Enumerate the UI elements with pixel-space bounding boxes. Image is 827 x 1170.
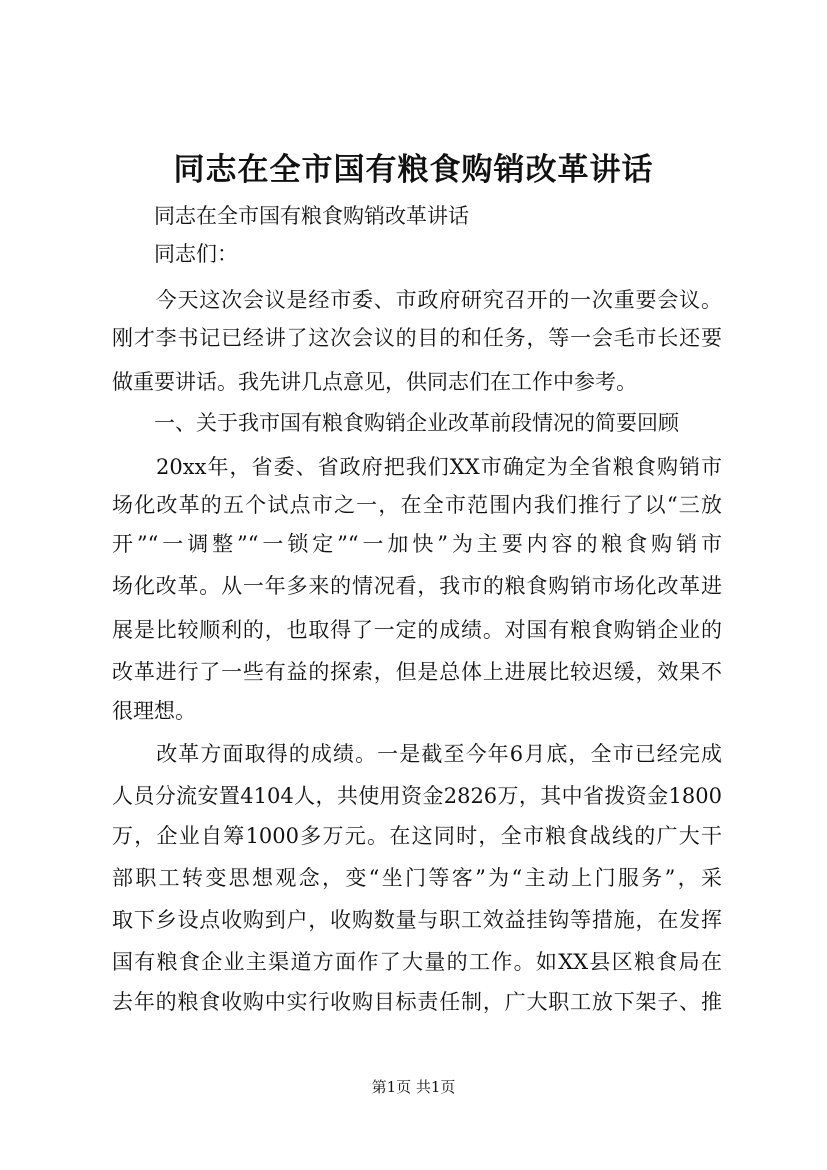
paragraph-line: 同志在全市国有粮食购销改革讲话 [112,204,469,228]
paragraph-line: 展是比较顺利的，也取得了一定的成绩。对国有粮食购销企业的 [112,618,722,642]
paragraph-line: 20xx年，省委、省政府把我们XX市确定为全省粮食购销市 [112,455,722,479]
paragraph-line: 改革方面取得的成绩。一是截至今年6月底，全市已经完成 [112,742,722,766]
paragraph-line: 人员分流安置4104人，共使用资金2826万，其中省拨资金1800 [112,784,722,808]
paragraph-line: 改革进行了一些有益的探索，但是总体上进展比较迟缓，效果不 [112,660,722,684]
paragraph-line: 做重要讲话。我先讲几点意见，供同志们在工作中参考。 [112,370,637,394]
paragraph-line: 开”“一调整”“一锁定”“一加快”为主要内容的粮食购销市 [112,532,722,556]
document-title: 同志在全市国有粮食购销改革讲话 [173,152,654,188]
paragraph-line: 万，企业自筹1000多万元。在这同时，全市粮食战线的广大干 [112,824,722,848]
section-heading: 一、关于我市国有粮食购销企业改革前段情况的简要回顾 [112,411,679,435]
paragraph-line: 国有粮食企业主渠道方面作了大量的工作。如XX县区粮食局在 [112,950,722,974]
paragraph-line: 很理想。 [112,699,196,723]
paragraph-line: 去年的粮食收购中实行收购目标责任制，广大职工放下架子、推 [112,990,722,1014]
page-number-footer: 第1页 共1页 [371,1078,456,1096]
paragraph-line: 部职工转变思想观念，变“坐门等客”为“主动上门服务”，采 [112,866,722,890]
paragraph-line: 同志们： [112,242,238,266]
paragraph-line: 场化改革的五个试点市之一，在全市范围内我们推行了以“三放 [112,493,722,517]
paragraph-line: 取下乡设点收购到户，收购数量与职工效益挂钩等措施，在发挥 [112,908,722,932]
paragraph-line: 场化改革。从一年多来的情况看，我市的粮食购销市场化改革进 [112,574,722,598]
paragraph-line: 刚才李书记已经讲了这次会议的目的和任务，等一会毛市长还要 [112,326,722,350]
paragraph-line: 今天这次会议是经市委、市政府研究召开的一次重要会议。 [112,288,722,312]
